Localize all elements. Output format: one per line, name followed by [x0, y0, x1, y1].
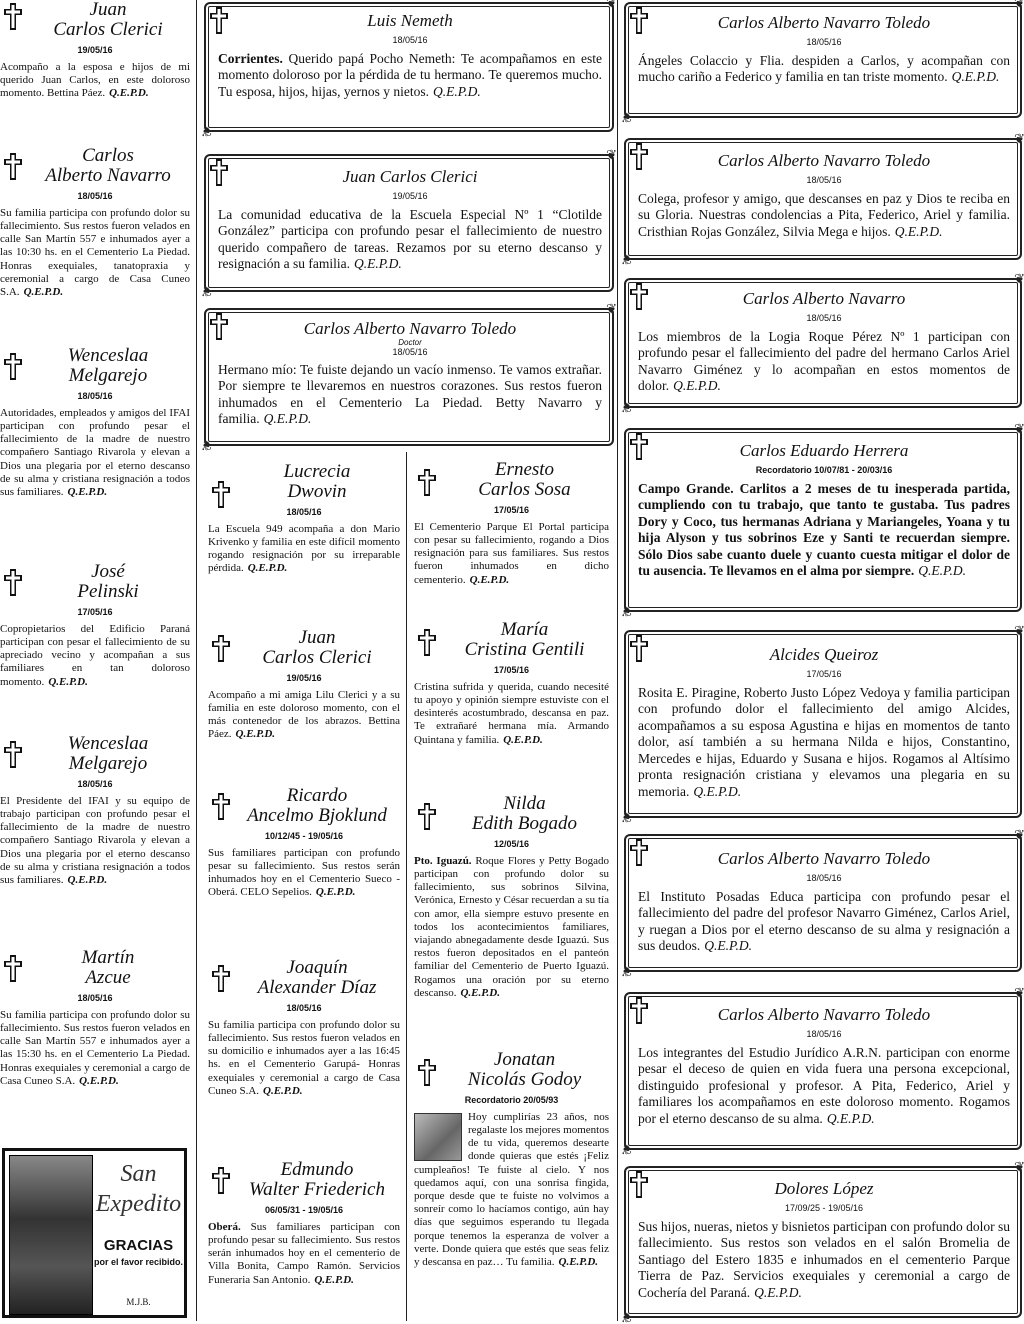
- cross-icon: [628, 432, 650, 462]
- deceased-name: Wenceslaa Melgarejo: [67, 345, 149, 386]
- cross-icon: [2, 152, 24, 182]
- deceased-name: ❦ Carlos Alberto Navarro: [742, 289, 906, 308]
- deceased-name: ❦ Carlos Alberto Navarro Toledo: [717, 13, 931, 32]
- obituary-notice: [0, 948, 190, 1088]
- obituary-notice-boxed: [624, 992, 1022, 1150]
- obituary-notice: [0, 146, 190, 299]
- cross-icon: [416, 1058, 438, 1088]
- notice-text: Autoridades, empleados y amigos del IFAI participan con profundo pesar el fallecimiento de la madre de nuestro compañero Santiago Rivarola y elevan a Dios una plegaria por el eterno descanso de su alma y cristiana resignación a todos sus familiares. Q.E.P.D.: [0, 406, 190, 498]
- notice-date: 18/05/16: [77, 390, 113, 401]
- cross-icon: [208, 6, 230, 36]
- obituary-notice-boxed: [624, 2, 1022, 118]
- obituary-notice-boxed: [624, 630, 1022, 818]
- cross-icon: [416, 802, 438, 832]
- cross-icon: [628, 6, 650, 36]
- obituary-notice: [208, 462, 400, 576]
- notice-date: 10/12/45 - 19/05/16: [264, 830, 344, 841]
- notice-text: Su familia participa con profundo dolor su fallecimiento. Sus restos fueron velados en calle San Martín 557 e inhumados ayer a las 15:30 hs. en el Cementerio La Piedad. Honras exequiales y ceremonial a cargo de Casa Cuneo S.A. Q.E.P.D.: [0, 1008, 190, 1087]
- deceased-name: Carlos Alberto Navarro: [45, 145, 171, 186]
- notice-text: Acompaño a la esposa e hijos de mi querido Juan Carlos, en este doloroso momento. Bettina Páez. Q.E.P.D.: [0, 60, 190, 100]
- notice-text: Colega, profesor y amigo, que descanses en paz y Dios te reciba en su Gloria. Nuestras condolencias a Pita, Federico, Ariel y familia. Cristhian Rojas González, Silvia Mega e hijos. Q.E.P.D.: [638, 190, 1010, 239]
- notice-date: 06/05/31 - 19/05/16: [264, 1204, 344, 1215]
- notice-text: Sus hijos, nueras, nietos y bisnietos participan con profundo dolor su fallecimiento. Sus restos son velados en el salón Bromelia de Santiago del Estero 1835 e inhumados en el cementerio Parque Tierra de Paz. Servicios exequiales y ceremonial a cargo de Cochería del Paraná. Q.E.P.D.: [638, 1218, 1010, 1300]
- notice-text: Hoy cumplirías 23 años, nos regalaste los mejores momentos de tu vida, queremos desearte donde quieras que estés ¡Feliz cumpleaños! Te fuiste al cielo. Y nos quedamos aquí, con una sonrisa fingida, porque desde que te fuiste no volvimos a sonreír como lo hacíamos contigo, aún hay días que seguimos esperando tu llegada porque tenemos la esperanza de volver a verte. Donde quiera que estés que seas feliz y descansa en paz… Tu familia. Q.E.P.D.: [414, 1110, 609, 1268]
- obituary-notice-boxed: [624, 428, 1022, 612]
- notice-text: El Instituto Posadas Educa participa con profundo pesar el fallecimiento del padre del profesor Navarro Giménez, Carlos Ariel, y ruegan a Dios por el eterno descanso de su alma y resignación a sus deudos. Q.E.P.D.: [638, 888, 1010, 954]
- notice-text: El Cementerio Parque El Portal participa con pesar su fallecimiento, rogando a Dios resignación para sus familiares. Sus restos fueron inhumados en dicho cementerio. Q.E.P.D.: [414, 520, 609, 586]
- notice-date: 18/05/16: [392, 346, 428, 357]
- notice-date: 18/05/16: [77, 190, 113, 201]
- cross-icon: [628, 142, 650, 172]
- notice-text: Los integrantes del Estudio Jurídico A.R.N. participan con enorme pesar el deceso de quien en vida fuera una persona excepcional, distinguido profesional y profesor. A Pita, Federico, Ariel y familiares los acompañamos en este doloroso momento. Rogamos por el eterno descanso de su alma. Q.E.P.D.: [638, 1044, 1010, 1126]
- notice-date: 12/05/16: [493, 838, 530, 849]
- obituary-notice: [0, 562, 190, 689]
- obituary-notice-boxed: [624, 138, 1022, 260]
- deceased-name: ❦ Carlos Alberto Navarro Toledo: [717, 1005, 931, 1024]
- notice-date: 18/05/16: [77, 992, 113, 1003]
- notice-date: 18/05/16: [77, 778, 113, 789]
- notice-date: 17/05/16: [493, 504, 530, 515]
- obituary-notice: [414, 620, 609, 747]
- deceased-name: ❦ Carlos Alberto Navarro Toledo: [717, 151, 931, 170]
- deceased-name: Juan Carlos Clerici: [53, 0, 163, 40]
- deceased-name: Ricardo Ancelmo Bjoklund: [247, 785, 387, 826]
- cross-icon: [2, 568, 24, 598]
- cross-icon: [416, 628, 438, 658]
- deceased-name: ❦ Luis Nemeth: [367, 11, 453, 30]
- notice-date: 17/05/16: [493, 664, 530, 675]
- obituary-notice: [0, 734, 190, 887]
- obituary-notice: [414, 794, 609, 1000]
- ad-title: San Expedito: [95, 1161, 182, 1217]
- deceased-name: Wenceslaa Melgarejo: [67, 733, 149, 774]
- notice-date: 18/05/16: [806, 872, 842, 883]
- notice-text: Rosita E. Piragine, Roberto Justo López Vedoya y familia participan con profundo dolor el fallecimiento del amigo Alcides, acompañamos a su esposa Agustina e hijas en momentos de tanto dolor, así también a su hermana Nilda e hijos, Constantino, Mercedes e hijas, Eduardo y Susana e hijos. Rogamos al Altísimo pronta resignación cristiana y elevamos una plegaria en su memoria. Q.E.P.D.: [638, 684, 1010, 799]
- notice-date: 18/05/16: [806, 174, 842, 185]
- obituary-notice: [414, 1050, 609, 1269]
- notice-date: 18/05/16: [806, 312, 842, 323]
- cross-icon: [628, 282, 650, 312]
- notice-date: 18/05/16: [806, 36, 842, 47]
- notice-text: La comunidad educativa de la Escuela Especial Nº 1 “Clotilde González” participa con profundo pesar el fallecimiento de nuestro querido compañero de tareas. Rezamos por su eterno descanso y resignación a su familia. Q.E.P.D.: [218, 206, 602, 272]
- cross-icon: [2, 954, 24, 984]
- cross-icon: [2, 740, 24, 770]
- notice-date: 18/05/16: [286, 506, 322, 517]
- notice-date: 18/05/16: [806, 1028, 842, 1039]
- notice-text: Campo Grande. Carlitos a 2 meses de tu inesperada partida, cumpliendo con tu trabajo, que tanto te gustaba. Tus padres Dory y Coco, tus hermanas Adriana y Mariangeles, Yoana y tu hija Alyson y tus sobrinos Eze y Santi te recuerdan siempre. Sólo Dios sabe cuanto duele y cuanto cuesta mitigar el dolor de tu ausencia. Te llevamos en el alma por siempre. Q.E.P.D.: [638, 480, 1010, 579]
- cross-icon: [208, 158, 230, 188]
- cross-icon: [210, 1166, 232, 1196]
- deceased-name: Lucrecia Dwovin: [283, 461, 351, 502]
- deceased-name: María Cristina Gentili: [464, 619, 585, 660]
- notice-date: Recordatorio 20/05/93: [464, 1094, 559, 1105]
- cross-icon: [210, 964, 232, 994]
- notice-subtitle: Doctor: [398, 337, 422, 347]
- notice-date: 19/05/16: [77, 44, 113, 55]
- notice-text: Pto. Iguazú. Roque Flores y Petty Bogado participan con profundo dolor su fallecimiento, sus sobrinos Silvina, Verónica, Ernesto y César recuerdan a su tía con amor, ella siempre estuvo presente en todos los acontecimientos familiares, viajando abnegadamente desde Iguazú. Sus restos fueron depositados en el panteón familiar del Cementerio de Puerto Iguazú. Rogamos una oración por su eterno descanso. Q.E.P.D.: [414, 854, 609, 999]
- notice-date: Recordatorio 10/07/81 - 20/03/16: [755, 464, 893, 475]
- notice-text: El Presidente del IFAI y su equipo de trabajo participan con profundo pesar el fallecimiento de la madre de nuestro compañero Santiago Rivarola y elevan a Dios una plegaria por el eterno descanso de su alma y cristiana resignación a todos sus familiares. Q.E.P.D.: [0, 794, 190, 886]
- ad-thanks: GRACIAS: [103, 1237, 174, 1254]
- obituary-notice: [414, 460, 609, 587]
- deceased-name: ❦ Juan Carlos Clerici: [342, 167, 478, 186]
- column-divider-3: [406, 452, 407, 1321]
- obituary-notice: [208, 628, 400, 742]
- obituary-notice: [0, 0, 190, 100]
- deceased-name: José Pelinski: [77, 561, 139, 602]
- obituary-notice: [208, 786, 400, 900]
- notice-date: 17/05/16: [806, 668, 842, 679]
- cross-icon: [2, 2, 24, 32]
- notice-date: 19/05/16: [286, 672, 322, 683]
- deceased-name: ❦ Dolores López: [774, 1179, 874, 1198]
- deceased-name: Ernesto Carlos Sosa: [478, 459, 571, 500]
- obituary-notice: [208, 958, 400, 1098]
- deceased-name: ❦ Alcides Queiroz: [769, 645, 879, 664]
- notice-date: 17/09/25 - 19/05/16: [784, 1202, 864, 1213]
- deceased-name: Joaquín Alexander Díaz: [257, 957, 377, 998]
- deceased-name: Juan Carlos Clerici: [262, 627, 372, 668]
- obituary-notice-boxed: [624, 278, 1022, 408]
- obituary-notice-boxed: [624, 834, 1022, 972]
- cross-icon: [628, 838, 650, 868]
- notice-text: Cristina sufrida y querida, cuando necesité tu apoyo y opinión siempre estuviste con el desinterés acostumbrado, descansa en paz. Te extrañaré hermana mía. Armando Quintana y familia. Q.E.P.D.: [414, 680, 609, 746]
- notice-text: Acompaño a mi amiga Lilu Clerici y a su familia en este doloroso momento, con el más contenedor de los abrazos. Bettina Páez. Q.E.P.D.: [208, 688, 400, 741]
- cross-icon: [210, 634, 232, 664]
- deceased-name: ❦ Carlos Alberto Navarro Toledo: [303, 319, 517, 338]
- cross-icon: [210, 480, 232, 510]
- deceased-name: ❦ Carlos Eduardo Herrera: [739, 441, 909, 460]
- ad-favor: por el favor recibido.: [93, 1257, 184, 1267]
- notice-text: Ángeles Colaccio y Flia. despiden a Carlos, y acompañan con mucho cariño a Federico y familia en tan triste momento. Q.E.P.D.: [638, 52, 1010, 85]
- notice-date: 17/05/16: [77, 606, 113, 617]
- notice-text: La Escuela 949 acompaña a don Mario Krivenko y familia en este difícil momento rogando resignación por su irreparable pérdida. Q.E.P.D.: [208, 522, 400, 575]
- obituary-notice: [0, 346, 190, 499]
- san-expedito-ad: [2, 1148, 187, 1318]
- cross-icon: [210, 792, 232, 822]
- saint-image: [9, 1155, 93, 1315]
- column-divider-1: [196, 0, 197, 1321]
- obituary-notice-boxed: [204, 154, 614, 292]
- notice-text: Copropietarios del Edificio Paraná participan con pesar el fallecimiento de su apreciado vecino y acompañan a sus familiares en tan doloroso momento. Q.E.P.D.: [0, 622, 190, 688]
- cross-icon: [416, 468, 438, 498]
- notice-date: 18/05/16: [286, 1002, 322, 1013]
- deceased-name: ❦ Carlos Alberto Navarro Toledo: [717, 849, 931, 868]
- obituary-notice: [208, 1160, 400, 1287]
- notice-text: Los miembros de la Logia Roque Pérez Nº 1 participan con profundo pesar el fallecimiento del padre del hermano Carlos Ariel Navarro Giménez y lo acompañan en estos momentos de dolor. Q.E.P.D.: [638, 328, 1010, 394]
- notice-text: Oberá. Sus familiares participan con profundo pesar su fallecimiento. Sus restos serán inhumados hoy en el cementerio de Villa Bonita, Campo Ramón. Servicios Funeraria San Antonio. Q.E.P.D.: [208, 1220, 400, 1286]
- obituary-notice-boxed: [204, 308, 614, 446]
- deceased-name: Jonatan Nicolás Godoy: [467, 1049, 582, 1090]
- cross-icon: [628, 634, 650, 664]
- deceased-name: Nilda Edith Bogado: [471, 793, 578, 834]
- obituary-notice-boxed: [624, 1166, 1022, 1318]
- cross-icon: [2, 352, 24, 382]
- notice-date: 18/05/16: [392, 34, 428, 45]
- deceased-name: Martín Azcue: [81, 947, 135, 988]
- notice-text: Corrientes. Querido papá Pocho Nemeth: Te acompañamos en este momento doloroso por la pérdida de tu hermano. Te queremos mucho. Tu esposa, hijos, hijas, yernos y nietos. Q.E.P.D.: [218, 50, 603, 99]
- cross-icon: [628, 1170, 650, 1200]
- obituary-notice-boxed: [204, 2, 614, 132]
- notice-text: Hermano mío: Te fuiste dejando un vacío inmenso. Te vamos extrañar. Por siempre te llevaremos en nuestros corazones. Sus restos fueron inhumados en el Cementerio La Piedad. Betty Navarro y familia. Q.E.P.D.: [218, 361, 602, 427]
- memorial-photo: [414, 1113, 462, 1161]
- notice-text: Sus familiares participan con profundo pesar su fallecimiento. Sus restos serán inhumados hoy en el Cementerio Sueco - Oberá. CELO Sepelios. Q.E.P.D.: [208, 846, 400, 899]
- column-divider-2: [617, 0, 618, 1321]
- cross-icon: [208, 312, 230, 342]
- notice-text: Su familia participa con profundo dolor su fallecimiento. Sus restos fueron velados en su domicilio e inhumados ayer a las 16:45 hs. en el Cementerio Garupá- Honras exequiales y ceremonial a cargo de Casa Cuneo S.A. Q.E.P.D.: [208, 1018, 400, 1097]
- deceased-name: Edmundo Walter Friederich: [249, 1159, 385, 1200]
- notice-date: 19/05/16: [392, 190, 428, 201]
- notice-text: Su familia participa con profundo dolor su fallecimiento. Sus restos fueron velados en calle San Martín 557 e inhumados ayer a las 10:30 hs. en el Cementerio La Piedad. Honras exequiales, tanatopraxia y ceremonial a cargo de Casa Cuneo S.A. Q.E.P.D.: [0, 206, 190, 298]
- cross-icon: [628, 996, 650, 1026]
- ad-signature: M.J.B.: [126, 1297, 151, 1307]
